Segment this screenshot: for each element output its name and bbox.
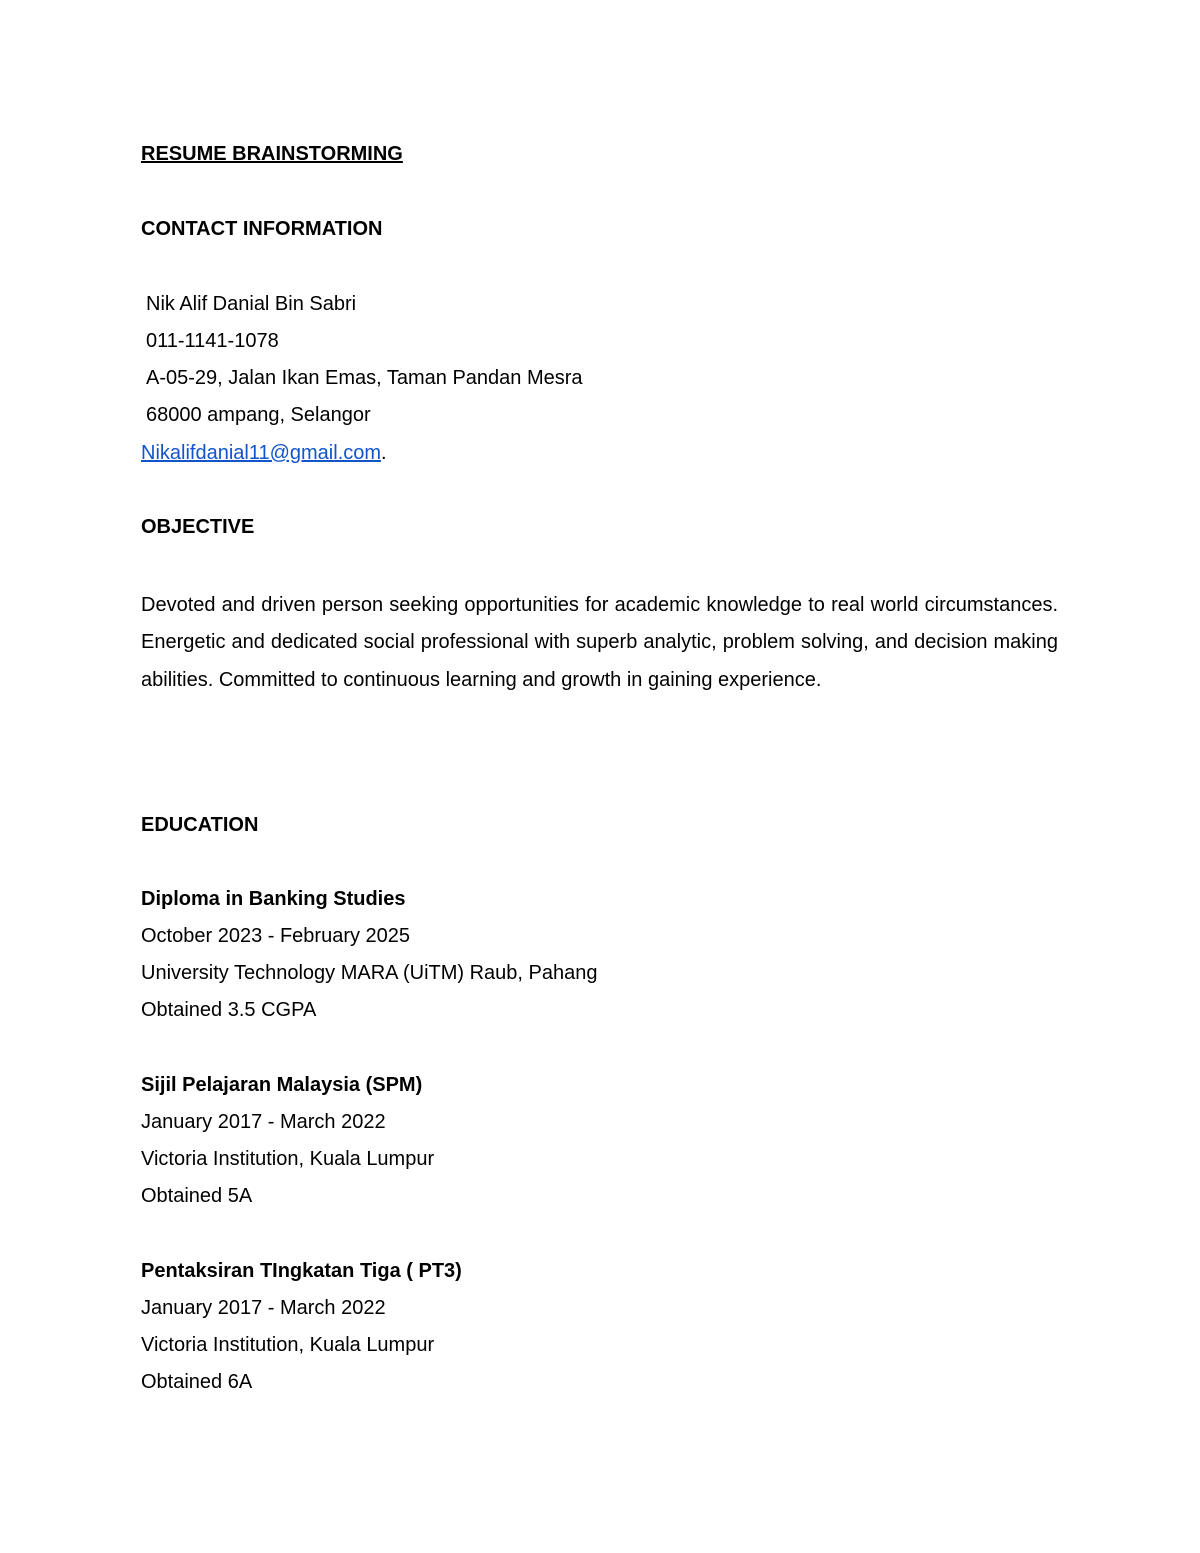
education-entry-institution: University Technology MARA (UiTM) Raub, Pahang	[141, 962, 598, 984]
objective-text: Devoted and driven person seeking opportunities for academic knowledge to real world circumstances. Energetic and dedicated social professional with superb analytic, problem solving, and decision making abilities. Committed to continuous learning and growth in gaining experience.	[141, 594, 1058, 691]
education-entry-result: Obtained 5A	[141, 1185, 253, 1207]
education-entry-result: Obtained 3.5 CGPA	[141, 999, 317, 1021]
education-entry-dates: January 2017 - March 2022	[141, 1297, 386, 1319]
contact-heading: CONTACT INFORMATION	[141, 218, 383, 240]
contact-name: Nik Alif Danial Bin Sabri	[146, 293, 357, 315]
contact-email-link[interactable]: Nikalifdanial11@gmail.com	[141, 442, 382, 464]
education-heading: EDUCATION	[141, 814, 259, 836]
education-entry-institution: Victoria Institution, Kuala Lumpur	[141, 1334, 435, 1356]
contact-address-line1: A-05-29, Jalan Ikan Emas, Taman Pandan Mesra	[146, 367, 583, 389]
contact-phone: 011-1141-1078	[146, 330, 279, 352]
contact-email-line	[141, 441, 387, 465]
contact-address-line2: 68000 ampang, Selangor	[146, 404, 371, 426]
education-entry-title: Diploma in Banking Studies	[141, 888, 406, 910]
education-entry-institution: Victoria Institution, Kuala Lumpur	[141, 1148, 435, 1170]
objective-heading: OBJECTIVE	[141, 516, 255, 538]
document-title: RESUME BRAINSTORMING	[141, 143, 403, 165]
education-entry-title: Sijil Pelajaran Malaysia (SPM)	[141, 1074, 423, 1096]
education-entry-dates: January 2017 - March 2022	[141, 1111, 386, 1133]
contact-email-suffix: .	[381, 442, 387, 464]
education-entry-result: Obtained 6A	[141, 1371, 253, 1393]
education-entry-dates: October 2023 - February 2025	[141, 925, 411, 947]
education-entry-title: Pentaksiran TIngkatan Tiga ( PT3)	[141, 1260, 462, 1282]
